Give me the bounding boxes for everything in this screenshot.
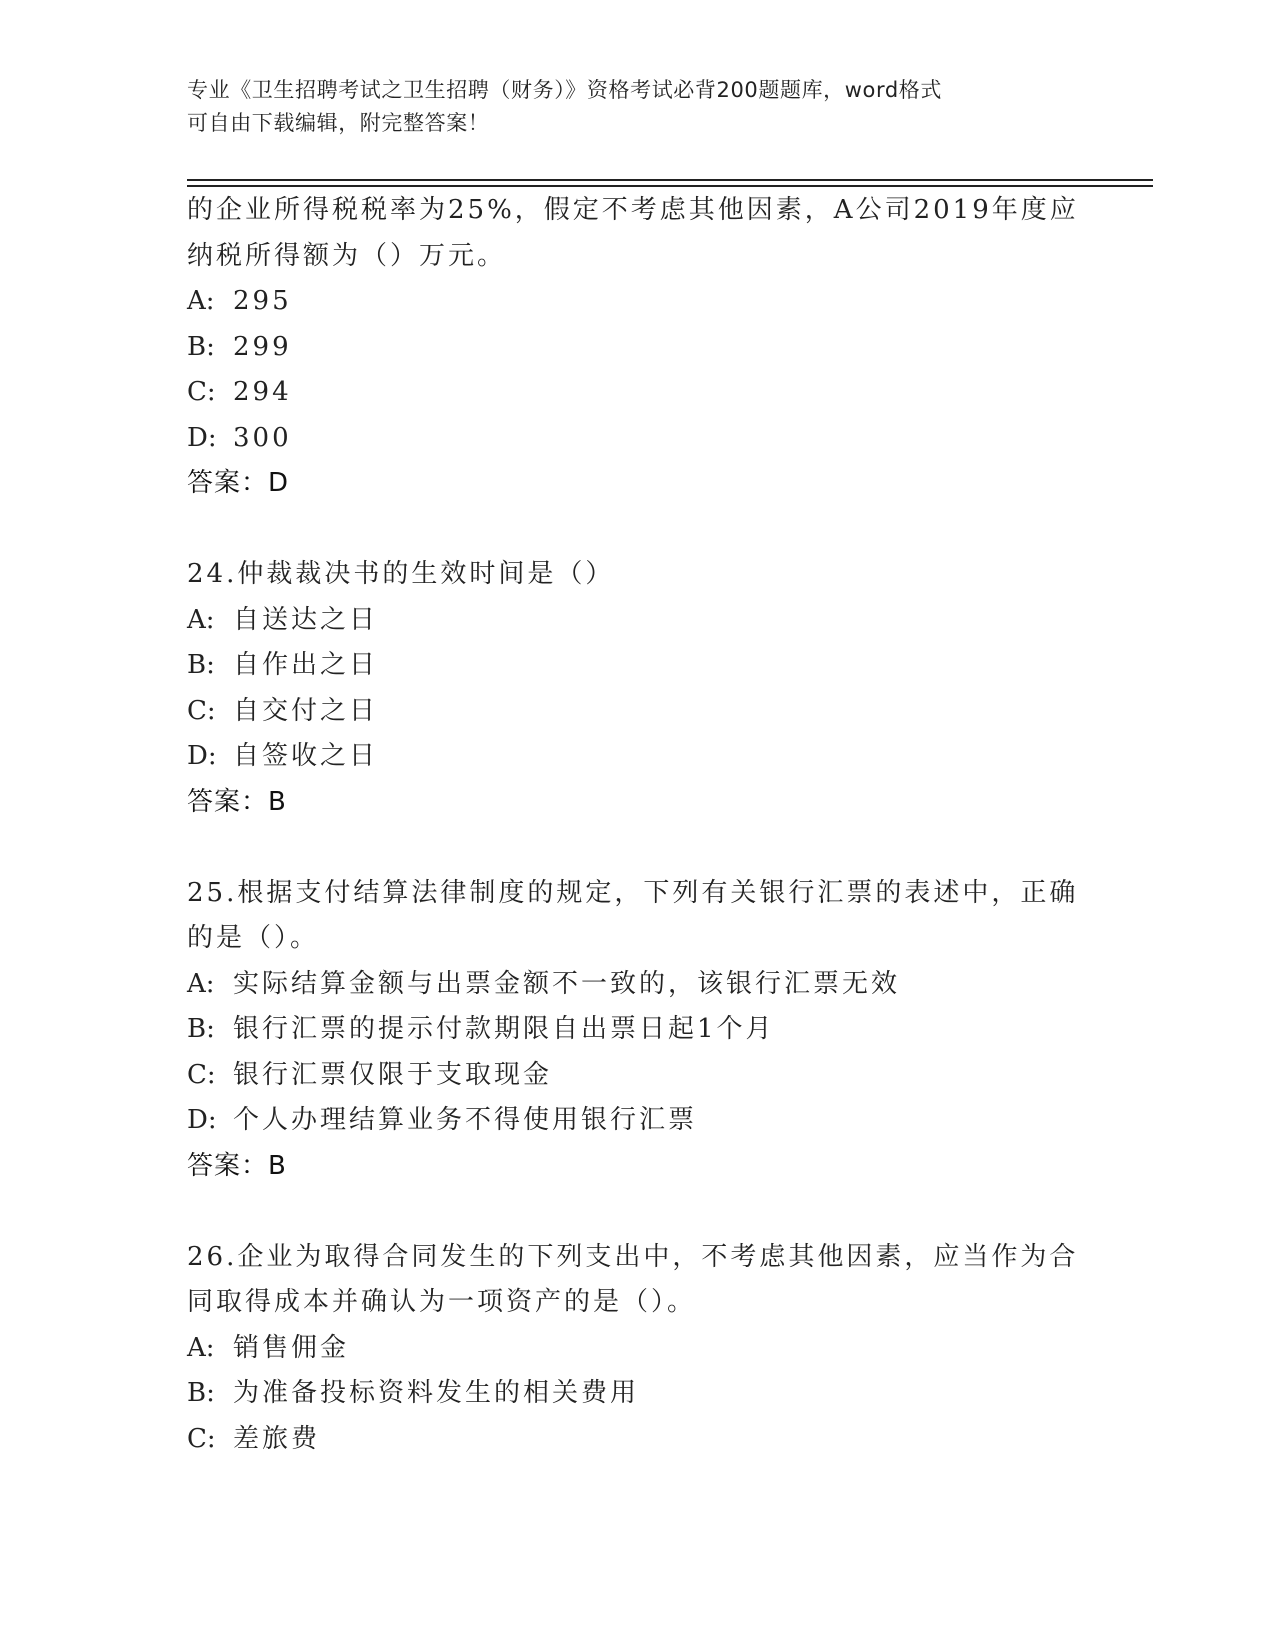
page-header: [187, 74, 1067, 140]
option-letter: B:: [187, 1378, 215, 1408]
option-text: 自作出之日: [233, 650, 379, 680]
question-23: [187, 188, 1087, 507]
option-b: [187, 1371, 1087, 1417]
answer-line: 答案：D: [187, 468, 290, 498]
option-text: 自签收之日: [233, 741, 379, 771]
option-letter: D:: [187, 1105, 217, 1135]
option-letter: B:: [187, 331, 215, 362]
option-text: 自交付之日: [233, 695, 379, 726]
option-letter: C:: [187, 695, 216, 726]
option-b: [187, 643, 1087, 689]
header-divider-top: [187, 179, 1153, 181]
spacer: [187, 825, 1087, 871]
option-letter: D:: [187, 741, 217, 771]
option-text: 银行汇票的提示付款期限自出票日起1个月: [233, 1014, 775, 1044]
question-stem: 24.仲裁裁决书的生效时间是（）: [187, 559, 615, 589]
option-a: [187, 598, 1087, 644]
option-text: 实际结算金额与出票金额不一致的，该银行汇票无效: [233, 968, 901, 999]
option-text: 为准备投标资料发生的相关费用: [233, 1378, 640, 1408]
option-letter: C:: [187, 377, 216, 407]
spacer: [187, 507, 1087, 553]
option-c: [187, 370, 1087, 416]
question-stem: 25.根据支付结算法律制度的规定，下列有关银行汇票的表述中，正确: [187, 877, 1079, 908]
question-24: [187, 552, 1087, 825]
question-stem: 的是（）。: [187, 923, 320, 953]
option-c: [187, 689, 1087, 735]
answer-line: 答案：B: [187, 1150, 287, 1181]
answer-line: 答案：B: [187, 786, 287, 817]
question-stem: 同取得成本并确认为一项资产的是（）。: [187, 1287, 697, 1317]
option-letter: A:: [187, 1332, 215, 1363]
option-letter: D:: [187, 422, 217, 453]
option-b: [187, 325, 1087, 371]
option-letter: B:: [187, 650, 215, 680]
option-letter: B:: [187, 1014, 215, 1044]
option-c: [187, 1417, 1087, 1463]
option-text: 差旅费: [233, 1423, 321, 1454]
header-title-line-2: 可自由下载编辑，附完整答案！: [187, 111, 490, 135]
option-d: [187, 1098, 1087, 1144]
header-divider-bottom: [187, 185, 1153, 187]
option-letter: C:: [187, 1059, 216, 1090]
option-b: [187, 1007, 1087, 1053]
option-text: 299: [233, 331, 292, 362]
question-stem: 26.企业为取得合同发生的下列支出中，不考虑其他因素，应当作为合: [187, 1241, 1079, 1272]
option-letter: A:: [187, 604, 215, 635]
option-text: 自送达之日: [233, 604, 379, 635]
option-text: 294: [233, 377, 292, 407]
question-stem: 纳税所得额为（）万元。: [187, 240, 507, 271]
option-a: [187, 279, 1087, 325]
option-c: [187, 1053, 1087, 1099]
option-a: [187, 1326, 1087, 1372]
option-text: 银行汇票仅限于支取现金: [233, 1059, 553, 1090]
question-26: [187, 1235, 1087, 1463]
option-a: [187, 962, 1087, 1008]
question-stem: 的企业所得税税率为25%，假定不考虑其他因素，A公司2019年度应: [187, 195, 1079, 225]
header-title-line-1: 专业《卫生招聘考试之卫生招聘（财务）》资格考试必背200题题库，word格式: [187, 78, 942, 102]
option-letter: A:: [187, 968, 215, 999]
option-d: [187, 734, 1087, 780]
option-text: 295: [233, 286, 292, 316]
question-25: [187, 871, 1087, 1190]
option-letter: A:: [187, 286, 215, 316]
option-letter: C:: [187, 1423, 216, 1454]
spacer: [187, 1189, 1087, 1235]
option-d: [187, 416, 1087, 462]
option-text: 300: [233, 422, 292, 453]
option-text: 销售佣金: [233, 1332, 350, 1363]
question-content: [187, 188, 1087, 1462]
option-text: 个人办理结算业务不得使用银行汇票: [233, 1105, 698, 1135]
